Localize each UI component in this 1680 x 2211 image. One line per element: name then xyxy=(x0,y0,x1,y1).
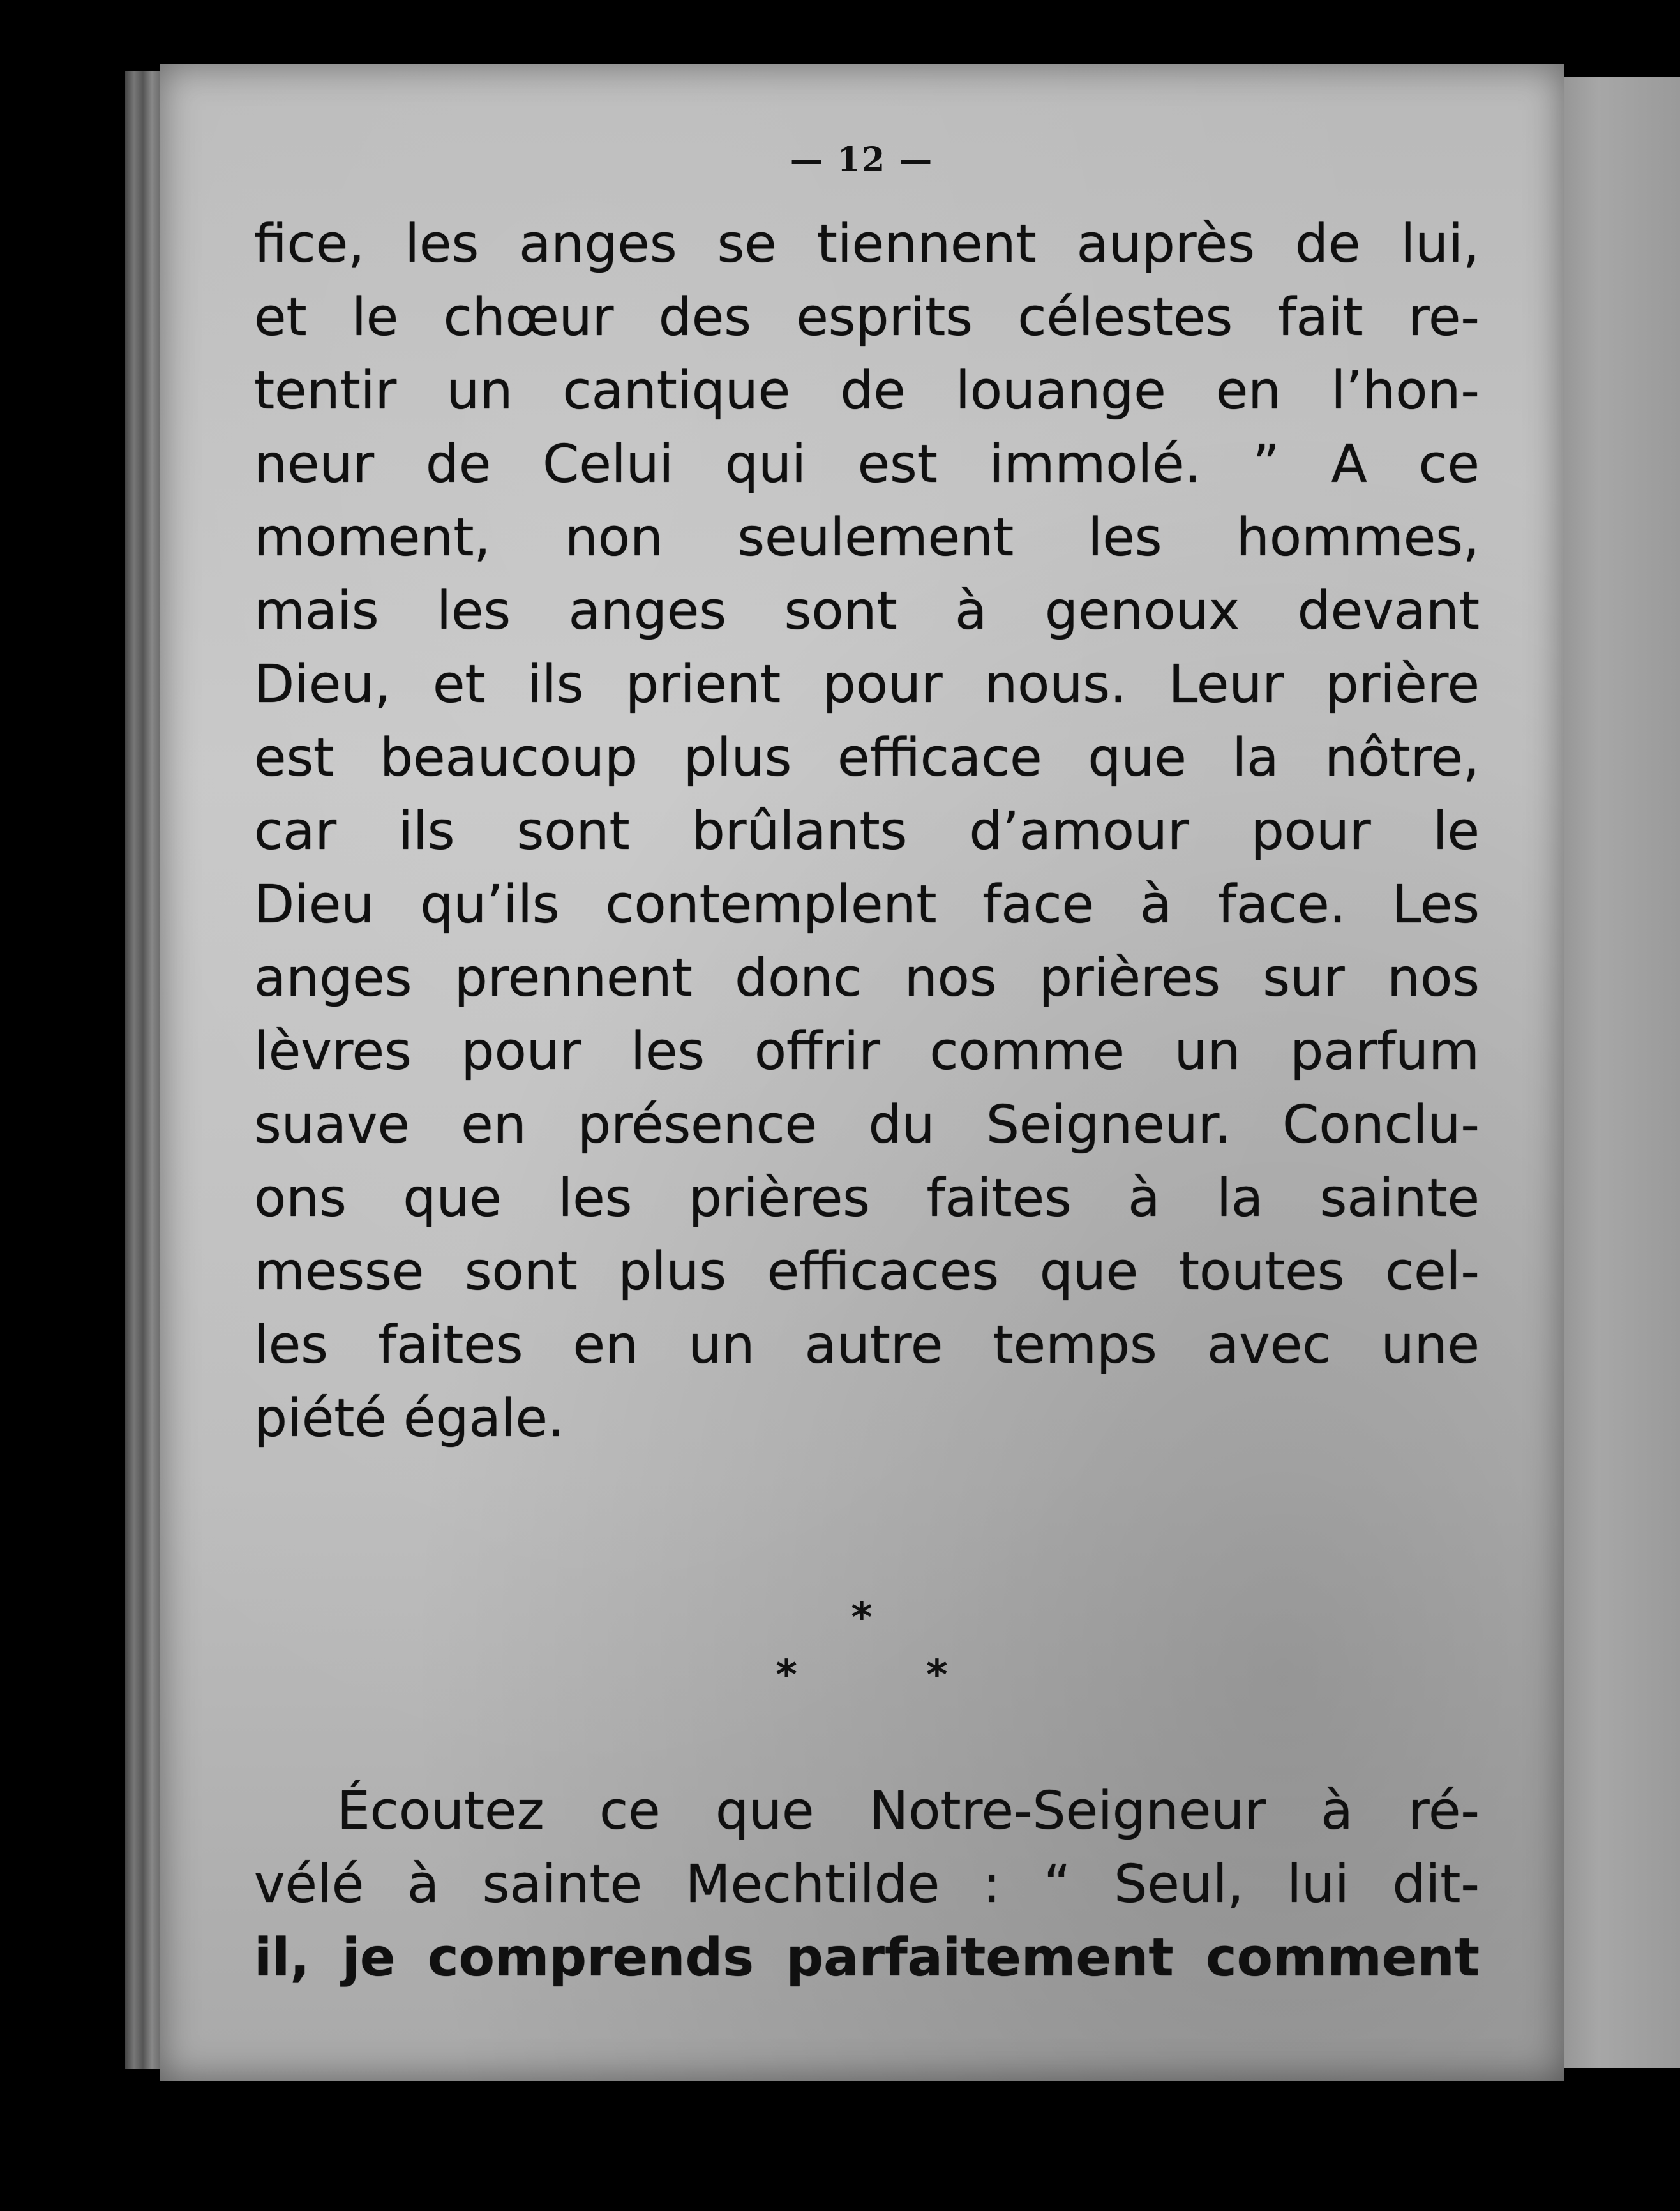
text-line: ons que les prières faites à la sainte xyxy=(254,1168,1480,1229)
text-line: lèvres pour les offrir comme un parfum xyxy=(254,1021,1480,1082)
text-line: messe sont plus efficaces que toutes cel- xyxy=(254,1241,1480,1302)
text-line: et le chœur des esprits célestes fait re- xyxy=(254,287,1480,348)
book-page xyxy=(160,64,1564,2081)
paragraph-1 xyxy=(254,207,1480,1455)
text-line: car ils sont brûlants d’amour pour le xyxy=(254,801,1480,862)
text-line: piété égale. xyxy=(254,1388,564,1449)
text-line: neur de Celui qui est immolé. ” A ce xyxy=(254,434,1480,495)
text-line: Écoutez ce que Notre-Seigneur à ré- xyxy=(337,1781,1480,1841)
page-number: — 12 — xyxy=(790,140,934,179)
text-line: fice, les anges se tiennent auprès de lui, xyxy=(254,214,1480,274)
text-line: suave en présence du Seigneur. Conclu- xyxy=(254,1095,1480,1155)
text-line: anges prennent donc nos prières sur nos xyxy=(254,948,1480,1008)
separator-star-top: * xyxy=(851,1594,873,1642)
text-line: vélé à sainte Mechtilde : “ Seul, lui dit- xyxy=(254,1854,1480,1915)
text-line: les faites en un autre temps avec une xyxy=(254,1315,1480,1375)
section-separator xyxy=(160,1589,1564,1704)
text-line: est beaucoup plus efficace que la nôtre, xyxy=(254,728,1480,788)
text-line: moment, non seulement les hommes, xyxy=(254,507,1480,568)
text-line: il, je comprends parfaitement comment xyxy=(254,1928,1480,1988)
separator-stars-bottom: * * xyxy=(776,1652,1005,1699)
text-line: Dieu qu’ils contemplent face à face. Les xyxy=(254,874,1480,935)
text-line: mais les anges sont à genoux devant xyxy=(254,581,1480,641)
facing-page-edge xyxy=(1545,77,1680,2068)
text-line: Dieu, et ils prient pour nous. Leur prière xyxy=(254,654,1480,715)
text-line: tentir un cantique de louange en l’hon- xyxy=(254,361,1480,421)
paragraph-2 xyxy=(254,1774,1480,1995)
